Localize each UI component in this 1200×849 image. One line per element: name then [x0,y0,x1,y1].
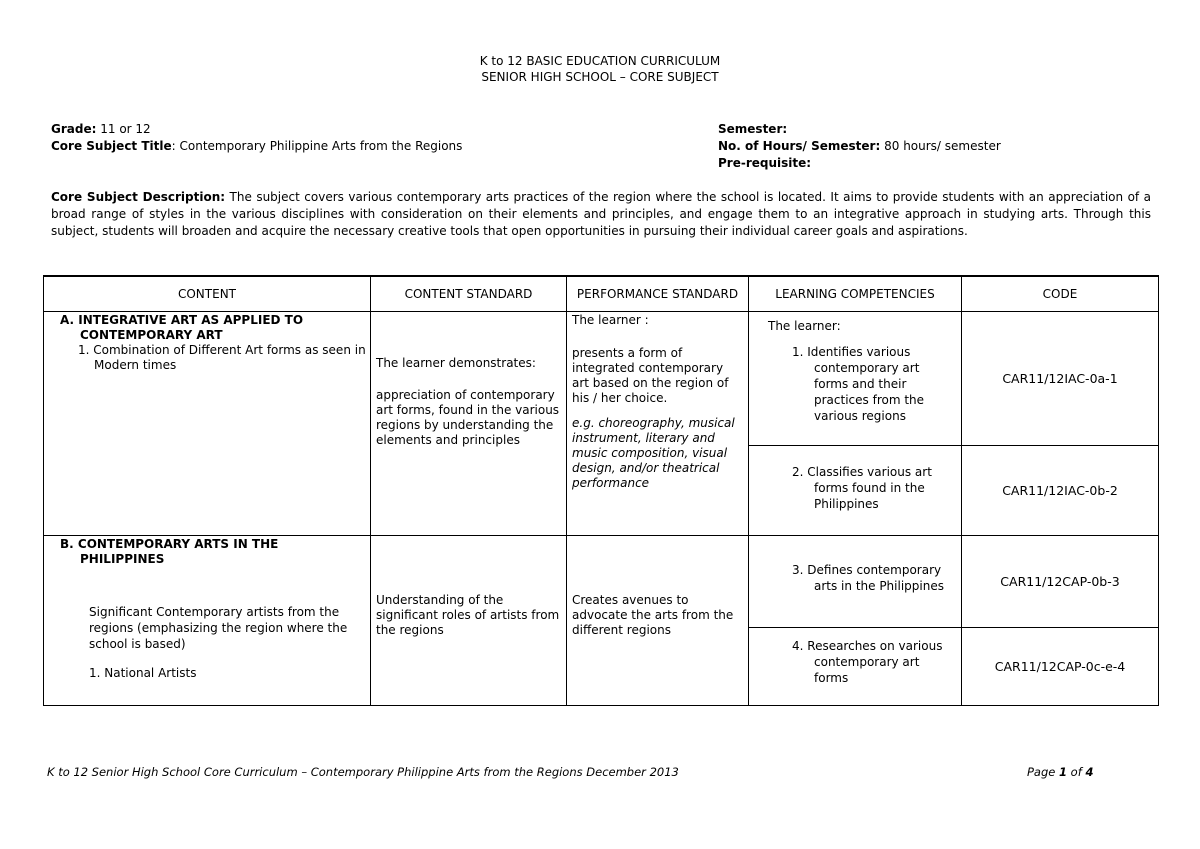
section-b-item-1: 1. National Artists [89,666,197,680]
section-a-performance-text: presents a form of integrated contemporary art based on the region of his / her choice. [572,346,729,405]
section-b-content-standard: Understanding of the significant roles of artists from the regions [376,593,560,637]
header-learning-competencies: LEARNING COMPETENCIES [749,276,962,312]
section-b-description: Significant Contemporary artists from the regions (emphasizing the region where the school is based) [89,605,348,651]
section-a-performance-examples: e.g. choreography, musical instrument, literary and music composition, visual design, and/or theatrical performance [572,416,735,490]
section-a-content-standard-cell [371,312,567,536]
competency-1: 1. Identifies various contemporary art forms and their practices from the various regions [792,345,925,423]
description-text: The subject covers various contemporary arts practices of the region where the school is located. It aims to provide students with an appreciation of a broad range of styles in the various disciplines with consideration on their elements and principles, and engage them to an integrative approach in studying arts. Through this subject, students will broaden and acquire the necessary creative tools that open opportunities in pursuing their individual career goals and aspirations. [51,190,1151,238]
code-3: CAR11/12CAP-0b-3 [1000,574,1120,589]
section-a-content-cell [44,312,371,536]
header-content-standard: CONTENT STANDARD [371,276,567,312]
hours-value: 80 hours/ semester [884,139,1001,153]
table-row [44,536,1159,628]
section-a-title: A. INTEGRATIVE ART AS APPLIED TO CONTEMPORARY ART [60,313,304,342]
prerequisite-line [718,155,811,172]
section-b-performance-standard: Creates avenues to advocate the arts from the different regions [572,593,734,637]
section-b-title: B. CONTEMPORARY ARTS IN THE PHILIPPINES [60,537,279,566]
table-header-row [44,276,1159,312]
competency-3-cell [749,536,962,628]
section-a-item-1: 1. Combination of Different Art forms as seen in Modern times [78,343,366,372]
competency-2: 2. Classifies various art forms found in the Philippines [792,465,932,511]
competency-1-cell [749,312,962,446]
code-1: CAR11/12IAC-0a-1 [1002,371,1118,386]
page-current: 1 [1059,765,1068,779]
header-performance-standard: PERFORMANCE STANDARD [567,276,749,312]
code-2: CAR11/12IAC-0b-2 [1002,483,1118,498]
grade-value: 11 or 12 [100,122,151,136]
footer-text: K to 12 Senior High School Core Curriculum – Contemporary Philippine Arts from the Regions December 2013 [47,765,679,779]
header-content: CONTENT [44,276,371,312]
section-b-content-standard-cell [371,536,567,706]
code-2-cell [962,446,1159,536]
doc-subtitle: SENIOR HIGH SCHOOL – CORE SUBJECT [481,70,719,84]
page-total: 4 [1085,765,1094,779]
core-subject-title-label: Core Subject Title [51,139,172,153]
section-a-content-standard-text: appreciation of contemporary art forms, found in the various regions by understanding the elements and principles [376,388,560,447]
code-3-cell [962,536,1159,628]
header-code: CODE [962,276,1159,312]
table-row [44,312,1159,446]
page-number [1027,765,1093,779]
core-subject-title-line [51,138,462,155]
page-of: of [1067,765,1086,779]
prerequisite-label: Pre-requisite: [718,156,812,170]
competency-intro: The learner: [768,319,841,333]
grade-line [51,121,151,138]
core-subject-title-value: : Contemporary Philippine Arts from the Regions [171,139,463,153]
code-1-cell [962,312,1159,446]
doc-title: K to 12 BASIC EDUCATION CURRICULUM [479,54,721,68]
section-b-performance-standard-cell [567,536,749,706]
section-a-performance-standard-cell [567,312,749,536]
semester-label: Semester: [718,122,788,136]
competency-4: 4. Researches on various contemporary art forms [792,639,943,685]
section-a-performance-intro: The learner : [572,313,649,327]
hours-line [718,138,1001,155]
code-4: CAR11/12CAP-0c-e-4 [994,659,1126,674]
competency-4-cell [749,628,962,706]
curriculum-table [43,275,1159,706]
code-4-cell [962,628,1159,706]
competency-3: 3. Defines contemporary arts in the Philippines [792,563,944,593]
section-a-content-standard-intro: The learner demonstrates: [376,356,536,370]
competency-2-cell [749,446,962,536]
grade-label: Grade: [51,122,97,136]
section-b-content-cell [44,536,371,706]
page-prefix: Page [1027,765,1060,779]
core-subject-description [51,189,1151,240]
hours-label: No. of Hours/ Semester: [718,139,881,153]
semester-line [718,121,787,138]
description-label: Core Subject Description: [51,190,226,204]
